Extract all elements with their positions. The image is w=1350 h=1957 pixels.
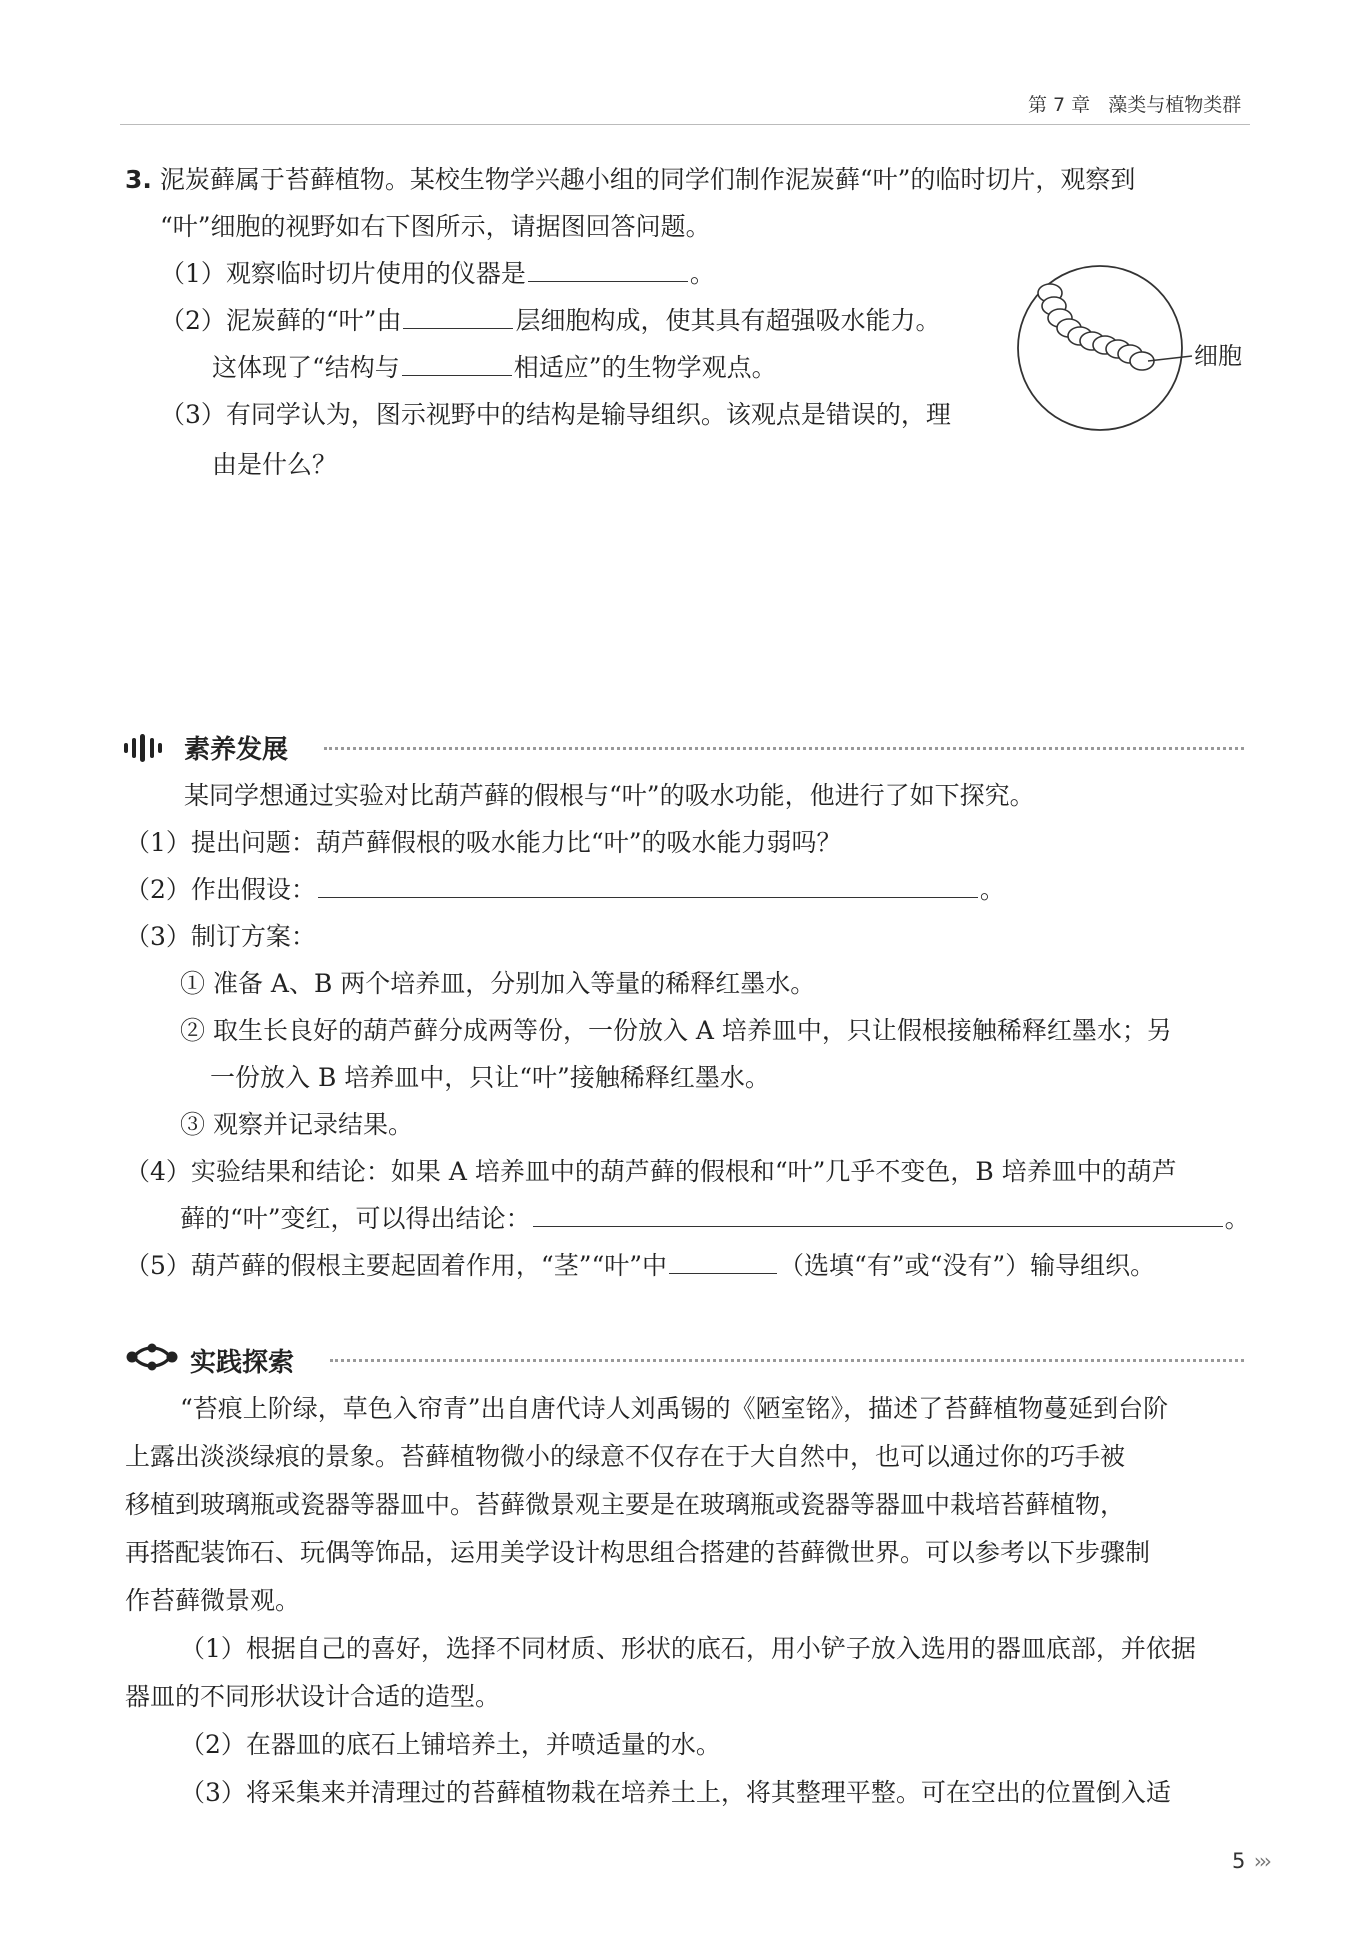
q3-part3 xyxy=(160,398,951,432)
s2-para-text: 上露出淡淡绿痕的景象。苔藓植物微小的绿意不仅存在于大自然中，也可以通过你的巧手被 xyxy=(125,1442,1126,1471)
q3-stem-line1: 泥炭藓属于苔藓植物。某校生物学兴趣小组的同学们制作泥炭藓“叶”的临时切片，观察到 xyxy=(159,165,1136,194)
section-title-literacy: 素养发展 xyxy=(184,735,289,765)
answer-blank[interactable] xyxy=(528,257,688,282)
chevrons-right-icon: ››› xyxy=(1250,1849,1269,1873)
s1-item4-cont-text: 藓的“叶”变红，可以得出结论： xyxy=(180,1204,531,1233)
s2-para-text: 再搭配装饰石、玩偶等饰品，运用美学设计构思组合搭建的苔藓微世界。可以参考以下步骤制 xyxy=(125,1538,1151,1567)
q3-line2 xyxy=(160,210,711,244)
s1-item1 xyxy=(125,826,841,860)
s1-step2-text: ② 取生长良好的葫芦藓分成两等份，一份放入 A 培养皿中，只让假根接触稀释红墨水；另 xyxy=(180,1016,1172,1045)
practice-nodes-icon xyxy=(126,1342,178,1372)
s1-item3-text: （3）制订方案： xyxy=(125,922,316,951)
q3-stem-line2: “叶”细胞的视野如右下图所示，请据图回答问题。 xyxy=(160,212,711,241)
s1-item5 xyxy=(125,1249,1155,1283)
s2-para-line3 xyxy=(125,1488,1125,1522)
q3-part2 xyxy=(160,304,940,338)
q3-part1-end: 。 xyxy=(689,259,715,288)
s1-item2-text: （2）作出假设： xyxy=(125,875,316,904)
question-number: 3. xyxy=(125,165,152,194)
q3-part3-text: （3）有同学认为，图示视野中的结构是输导组织。该观点是错误的，理 xyxy=(160,400,951,429)
s2-step3 xyxy=(180,1776,1171,1810)
cell-chain xyxy=(1038,284,1154,370)
s2-step1-cont xyxy=(125,1680,500,1714)
s2-para-text: 移植到玻璃瓶或瓷器等器皿中。苔藓微景观主要是在玻璃瓶或瓷器等器皿中栽培苔藓植物， xyxy=(125,1490,1126,1519)
q3-part2-cont xyxy=(212,351,777,385)
s1-intro-text: 某同学想通过实验对比葫芦藓的假根与“叶”的吸水功能，他进行了如下探究。 xyxy=(184,781,1035,810)
q3-part3-cont xyxy=(212,448,337,482)
s2-para-line5 xyxy=(125,1584,300,1618)
section-title-practice: 实践探索 xyxy=(190,1348,295,1378)
s2-step1-cont-text: 器皿的不同形状设计合适的造型。 xyxy=(125,1682,501,1711)
s1-step1-text: ① 准备 A、B 两个培养皿，分别加入等量的稀释红墨水。 xyxy=(180,969,816,998)
s1-intro xyxy=(184,779,1035,813)
s2-step2 xyxy=(180,1728,721,1762)
section-divider xyxy=(324,747,1244,750)
answer-blank[interactable] xyxy=(402,351,512,376)
s1-item4 xyxy=(125,1155,1177,1189)
sound-bars-icon xyxy=(124,734,172,762)
s1-item4-text: （4）实验结果和结论：如果 A 培养皿中的葫芦藓的假根和“叶”几乎不变色，B 培养皿中的葫芦 xyxy=(125,1157,1177,1186)
s2-para-line1 xyxy=(180,1392,1168,1426)
q3-part3-cont-text: 由是什么？ xyxy=(212,450,338,479)
hypothesis-blank[interactable] xyxy=(318,873,978,898)
conclusion-blank[interactable] xyxy=(533,1202,1223,1227)
answer-blank[interactable] xyxy=(403,304,513,329)
q3-part1 xyxy=(160,257,715,291)
label-leader-line xyxy=(1148,356,1192,361)
s1-item3 xyxy=(125,920,316,954)
s2-step1 xyxy=(180,1632,1196,1666)
s2-step2-text: （2）在器皿的底石上铺培养土，并喷适量的水。 xyxy=(180,1730,721,1759)
page-number: 5 xyxy=(1232,1849,1246,1873)
q3-part2-cont-end: 相适应”的生物学观点。 xyxy=(513,353,777,382)
header-rule xyxy=(120,124,1250,125)
s1-step1 xyxy=(180,967,815,1001)
section-divider xyxy=(330,1359,1244,1362)
chapter-title: 藻类与植物类群 xyxy=(1108,94,1242,116)
q3-part2-cont-text: 这体现了“结构与 xyxy=(212,353,400,382)
q3-part1-text: （1）观察临时切片使用的仪器是 xyxy=(160,259,526,288)
s1-item4-end: 。 xyxy=(1224,1204,1250,1233)
s1-step2-cont-text: 一份放入 B 培养皿中，只让“叶”接触稀释红墨水。 xyxy=(210,1063,770,1092)
q3-part2-text: （2）泥炭藓的“叶”由 xyxy=(160,306,402,335)
s1-item2-end: 。 xyxy=(979,875,1005,904)
s1-item1-text: （1）提出问题：葫芦藓假根的吸水能力比“叶”的吸水能力弱吗？ xyxy=(125,828,842,857)
s1-step3-text: ③ 观察并记录结果。 xyxy=(180,1110,413,1139)
s2-para-text: 作苔藓微景观。 xyxy=(125,1586,301,1615)
q3-line1 xyxy=(125,163,1135,197)
s2-para-line4 xyxy=(125,1536,1150,1570)
answer-blank[interactable] xyxy=(669,1249,777,1274)
s1-item4-cont xyxy=(180,1202,1250,1236)
s1-step3 xyxy=(180,1108,413,1142)
page-footer xyxy=(1232,1849,1269,1873)
running-header xyxy=(1028,90,1241,117)
s1-step2-cont xyxy=(210,1061,770,1095)
q3-part2-end: 层细胞构成，使其具有超强吸水能力。 xyxy=(515,306,941,335)
cell-label: 细胞 xyxy=(1194,342,1242,370)
chapter-number: 第 7 章 xyxy=(1028,94,1091,116)
s1-item2 xyxy=(125,873,1005,907)
s2-step1-text: （1）根据自己的喜好，选择不同材质、形状的底石，用小铲子放入选用的器皿底部，并依据 xyxy=(180,1634,1196,1663)
s1-step2 xyxy=(180,1014,1172,1048)
s1-item5-end: （选填“有”或“没有”）输导组织。 xyxy=(779,1251,1156,1280)
s2-step3-text: （3）将采集来并清理过的苔藓植物栽在培养土上，将其整理平整。可在空出的位置倒入适 xyxy=(180,1778,1171,1807)
s2-para-line2 xyxy=(125,1440,1125,1474)
s1-item5-text: （5）葫芦藓的假根主要起固着作用，“茎”“叶”中 xyxy=(125,1251,668,1280)
s2-para-text: “苔痕上阶绿，草色入帘青”出自唐代诗人刘禹锡的《陋室铭》，描述了苔藓植物蔓延到台阶 xyxy=(180,1394,1169,1423)
